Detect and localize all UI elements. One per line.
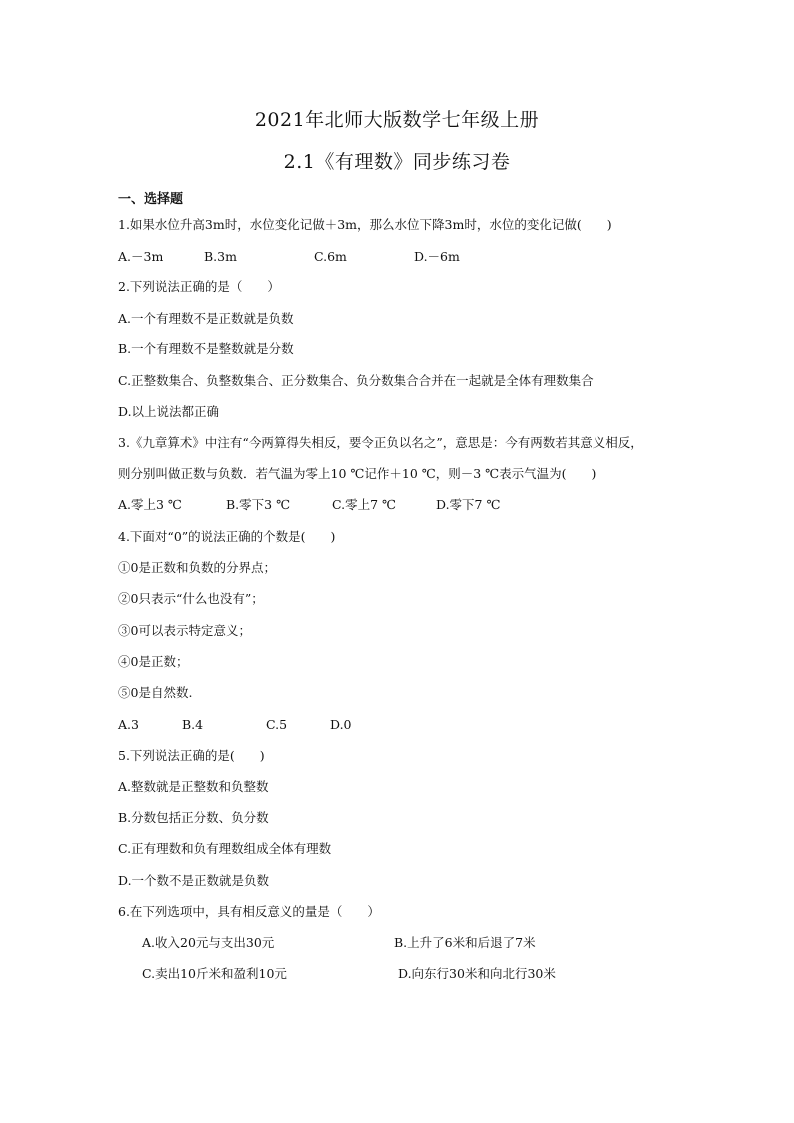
question-2-option-b: B.一个有理数不是整数就是分数 — [118, 341, 294, 356]
question-2-option-c: C.正整数集合、负整数集合、正分数集合、负分数集合合并在一起就是全体有理数集合 — [118, 373, 594, 388]
question-6-option-b: B.上升了6米和后退了7米 — [394, 935, 536, 950]
question-3-stem-line2: 则分别叫做正数与负数．若气温为零上10 ℃记作＋10 ℃，则－3 ℃表示气温为( ) — [118, 466, 597, 481]
question-4-statement-2: ②0只表示“什么也没有”； — [118, 591, 264, 606]
question-6-option-c: C.卖出10斤米和盈利10元 — [142, 966, 287, 981]
question-1-option-d: D.－6m — [414, 249, 460, 264]
question-5-option-c: C.正有理数和负有理数组成全体有理数 — [118, 841, 332, 856]
question-6-option-d: D.向东行30米和向北行30米 — [398, 966, 556, 981]
section-heading: 一、选择题 — [118, 192, 184, 207]
question-3-stem-line1: 3.《九章算术》中注有“今两算得失相反，要令正负以名之”，意思是：今有两数若其意义相反， — [118, 435, 643, 450]
question-1-option-a: A.－3m — [118, 249, 164, 264]
question-6-stem: 6.在下列选项中，具有相反意义的量是（ ） — [118, 904, 380, 919]
question-2-stem: 2.下列说法正确的是（ ） — [118, 279, 280, 294]
question-4-statement-5: ⑤0是自然数. — [118, 685, 193, 700]
question-5-option-b: B.分数包括正分数、负分数 — [118, 810, 269, 825]
question-5-option-a: A.整数就是正整数和负整数 — [118, 779, 269, 794]
document-title: 2021年北师大版数学七年级上册 — [254, 109, 540, 131]
question-4-option-a: A.3 — [118, 717, 139, 732]
question-1-stem: 1.如果水位升高3m时，水位变化记做＋3m，那么水位下降3m时，水位的变化记做( ) — [118, 217, 612, 232]
question-1-option-b: B.3m — [204, 249, 237, 264]
question-4-statement-3: ③0可以表示特定意义； — [118, 623, 251, 638]
question-3-option-a: A.零上3 ℃ — [118, 497, 182, 512]
question-2-option-d: D.以上说法都正确 — [118, 404, 220, 419]
question-4-statement-1: ①0是正数和负数的分界点； — [118, 560, 276, 575]
question-3-option-c: C.零上7 ℃ — [332, 497, 397, 512]
question-5-stem: 5.下列说法正确的是( ) — [118, 748, 265, 763]
question-4-statement-4: ④0是正数； — [118, 654, 189, 669]
question-4-option-b: B.4 — [182, 717, 204, 732]
question-2-option-a: A.一个有理数不是正数就是负数 — [118, 311, 294, 326]
question-4-stem: 4.下面对“0”的说法正确的个数是( ) — [118, 529, 336, 544]
question-4-option-c: C.5 — [266, 717, 288, 732]
question-5-option-d: D.一个数不是正数就是负数 — [118, 873, 270, 888]
question-6-option-a: A.收入20元与支出30元 — [142, 935, 275, 950]
question-4-option-d: D.0 — [330, 717, 352, 732]
question-3-option-d: D.零下7 ℃ — [436, 497, 501, 512]
document-subtitle: 2.1《有理数》同步练习卷 — [283, 151, 511, 173]
question-3-option-b: B.零下3 ℃ — [226, 497, 291, 512]
question-1-option-c: C.6m — [314, 249, 347, 264]
